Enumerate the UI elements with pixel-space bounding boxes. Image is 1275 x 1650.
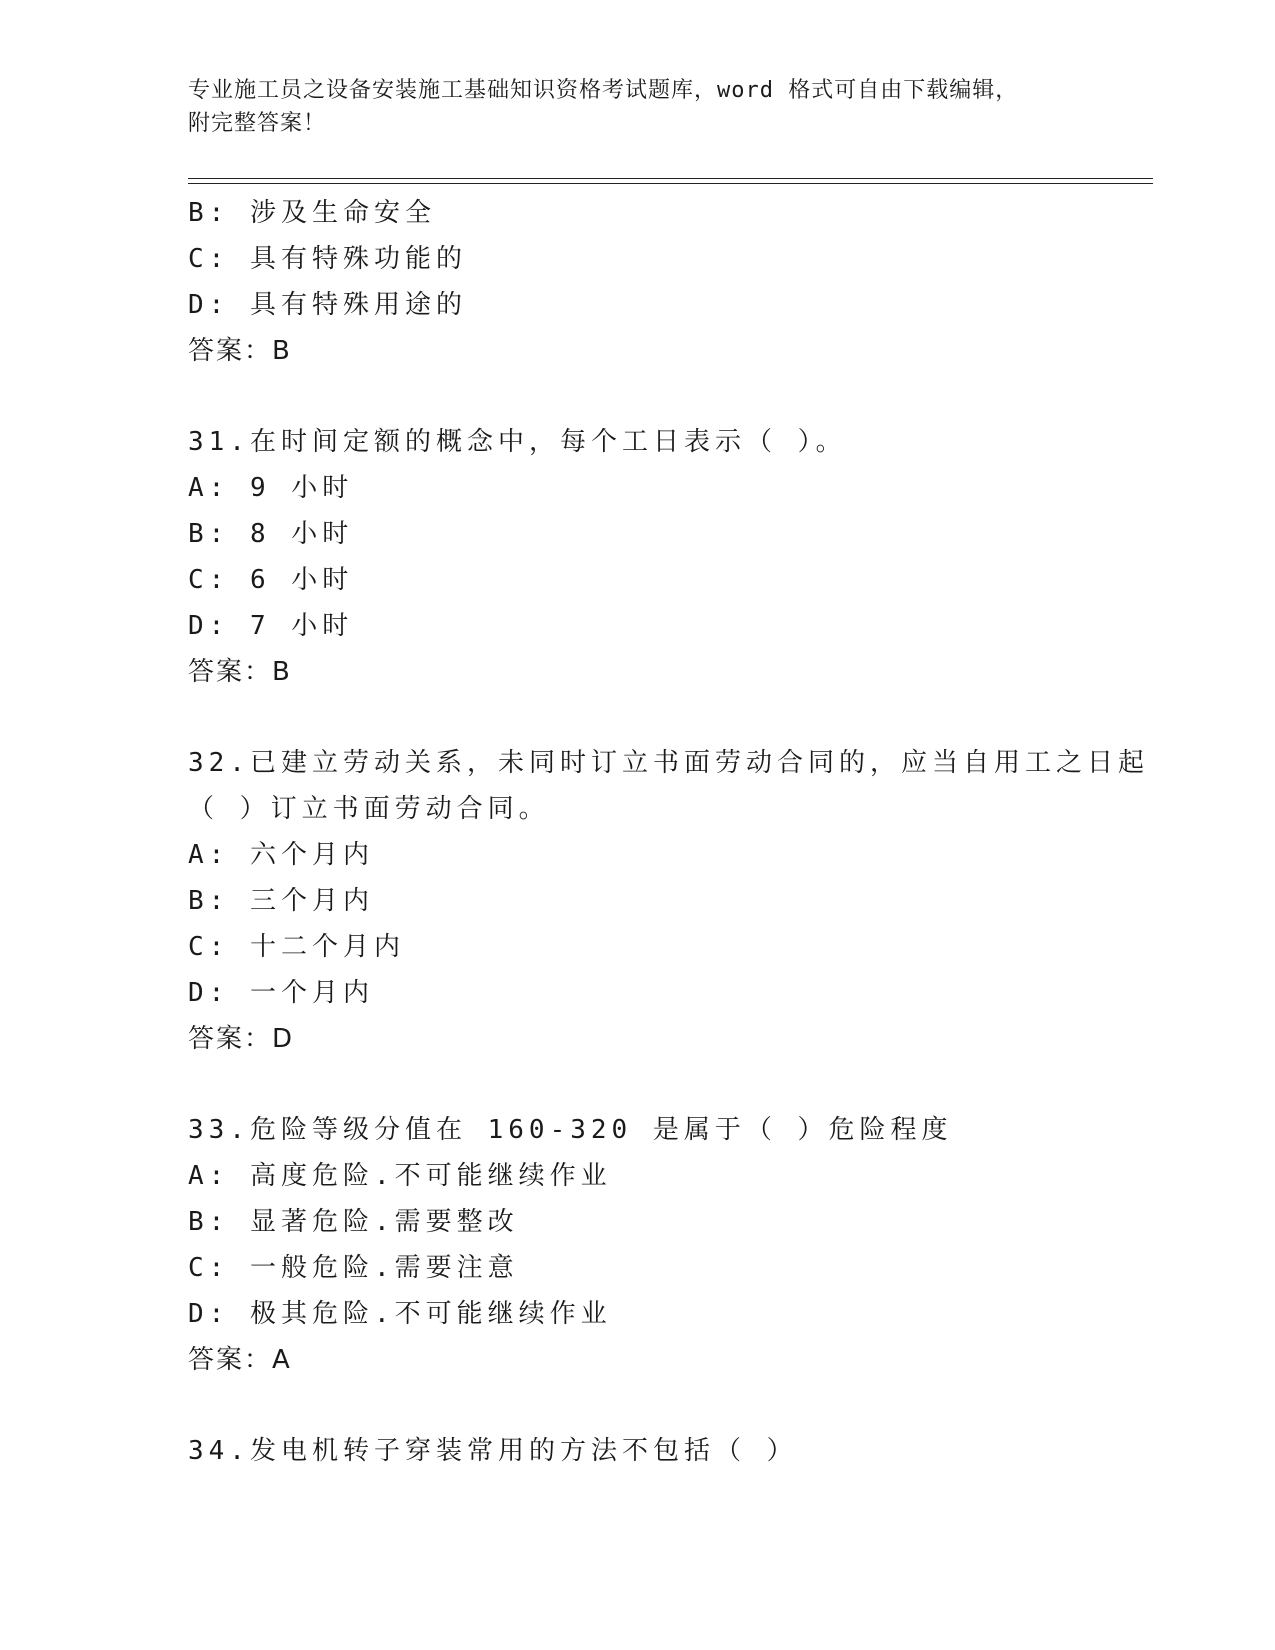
option-d: D: 一个月内 [188,978,374,1008]
question-list [188,190,1149,1474]
option-b: B: 显著危险.需要整改 [188,1207,519,1237]
question-stem: 31.在时间定额的概念中，每个工日表示（ ）。 [188,427,847,457]
header-divider-bottom [188,183,1153,184]
answer: 答案：A [188,1345,292,1375]
option-a: A: 高度危险.不可能继续作业 [188,1161,612,1191]
header-line-1: 专业施工员之设备安装施工基础知识资格考试题库，word 格式可自由下载编辑， [188,78,1019,103]
question-31 [188,419,1088,695]
header-divider-top [188,178,1153,179]
option-a: A: 六个月内 [188,840,374,870]
answer: 答案：D [188,1024,295,1054]
question-stem: 34.发电机转子穿装常用的方法不包括（ ） [188,1436,798,1466]
option-c: C: 具有特殊功能的 [188,244,467,274]
option-c: C: 十二个月内 [188,932,405,962]
answer: 答案：B [188,336,292,366]
question-33 [188,1107,1088,1383]
document-header [188,74,1088,140]
question-34 [188,1428,1088,1474]
question-30-tail [188,190,1088,374]
option-b: B: 三个月内 [188,886,374,916]
option-d: D: 具有特殊用途的 [188,290,467,320]
option-b: B: 8 小时 [188,519,354,549]
question-stem-line-1: 32.已建立劳动关系，未同时订立书面劳动合同的，应当自用工之日起 [188,748,1149,778]
option-c: C: 一般危险.需要注意 [188,1253,519,1283]
option-c: C: 6 小时 [188,565,354,595]
answer: 答案：B [188,657,292,687]
question-stem-line-2: （ ）订立书面劳动合同。 [188,794,550,824]
question-stem: 33.危险等级分值在 160-320 是属于（ ）危险程度 [188,1115,953,1145]
option-a: A: 9 小时 [188,473,354,503]
option-d: D: 7 小时 [188,611,354,641]
option-d: D: 极其危险.不可能继续作业 [188,1299,612,1329]
option-b: B: 涉及生命安全 [188,198,436,228]
header-line-2: 附完整答案！ [188,111,327,136]
question-32 [188,740,1149,1062]
